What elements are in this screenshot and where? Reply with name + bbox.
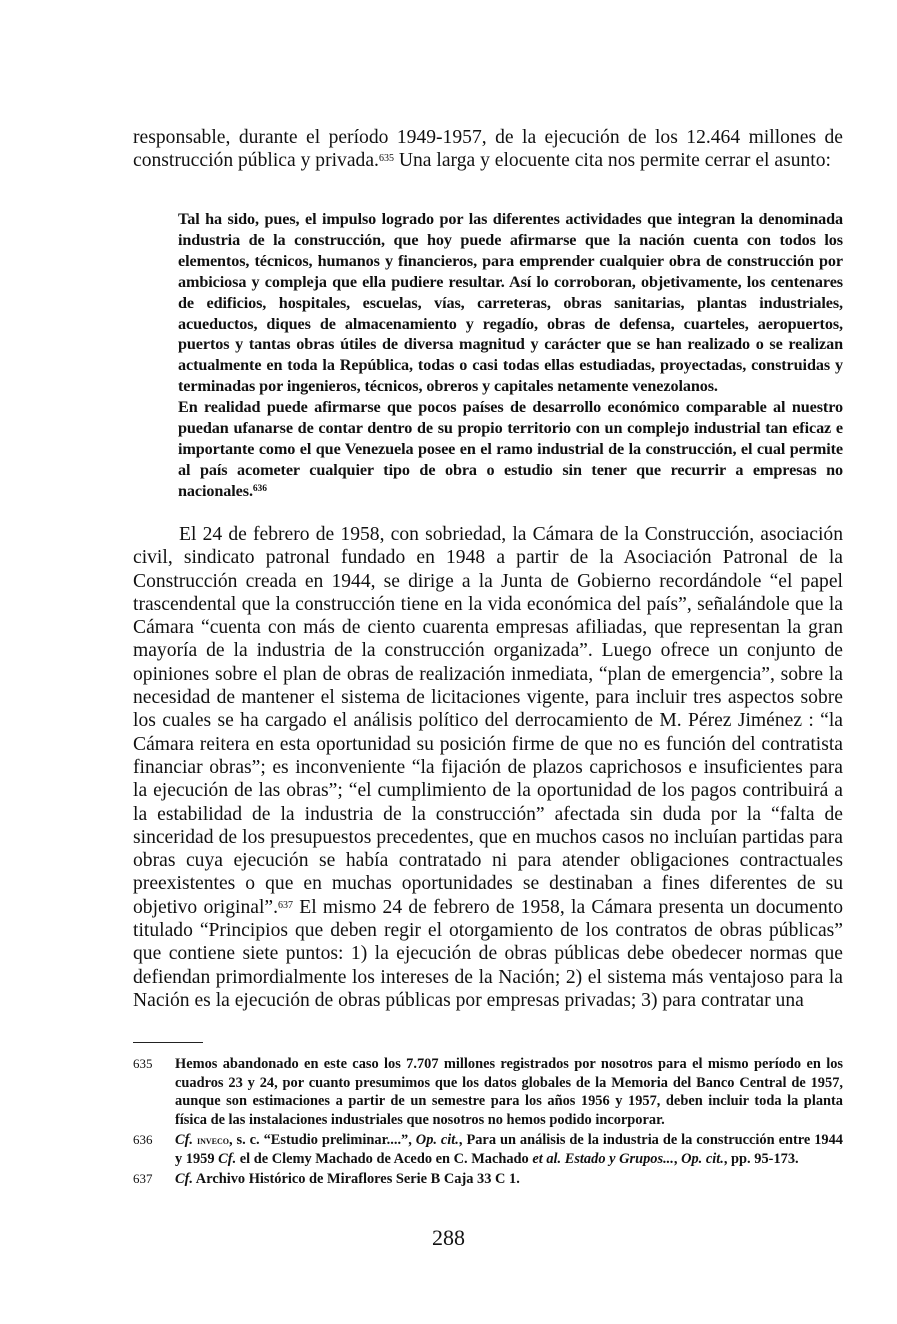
footnote-635: [133, 1055, 843, 1129]
cf-abbrev: Cf.: [175, 1171, 193, 1187]
cf-abbrev: Cf.: [218, 1150, 237, 1167]
page-number: 288: [432, 1225, 465, 1250]
paragraph-camara-construccion: [133, 523, 843, 1012]
footnote-number: 636: [133, 1132, 153, 1147]
footnote-637: [133, 1170, 843, 1189]
org-name: inveco: [196, 1133, 229, 1147]
opcit-abbrev: Op. cit.: [415, 1132, 459, 1148]
quote-text: En realidad puede afirmarse que pocos países de desarrollo económico comparable al nuestro puedan ufanarse de contar dentro de su propio territorio con un complejo industrial tan eficaz e importante como el que Venezuela posee en el ramo industrial de la construcción, el cual permite al país acometer cualquier tipo de obra o estudio sin tener que recurrir a empresas no nacionales.: [178, 398, 843, 500]
footnote-text: Archivo Histórico de Miraflores Serie B Caja 33 C 1.: [193, 1171, 520, 1187]
quote-paragraph-2: [178, 397, 843, 502]
quote-paragraph-1: Tal ha sido, pues, el impulso logrado por las diferentes actividades que integran la denominada industria de la construcción, que hoy puede afirmarse que la nación cuenta con todos los elementos, técnicos, humanos y financieros, para emprender cualquier obra de construcción por ambiciosa y compleja que ella pudiere resultar. Así lo corroboran, objetivamente, los centenares de edificios, hospitales, escuelas, vías, carreteras, obras sanitarias, plantas industriales, acueductos, diques de almacenamiento y regadío, obras de defensa, cuarteles, aeropuertos, puertos y tantas obras útiles de diversa magnitud y carácter que se han realizado o se realizan actualmente en toda la República, todas o casi todas ellas estudiadas, proyectadas, construidas y terminadas por ingenieros, técnicos, obreros y capitales netamente venezolanos.: [178, 210, 843, 396]
paragraph-continuation: [133, 126, 843, 173]
paragraph-text: Una larga y elocuente cita nos permite cerrar el asunto:: [393, 150, 831, 172]
footnote-ref-637: 637: [278, 899, 294, 911]
footnote-number: 635: [133, 1056, 153, 1071]
footnote-text: el de Clemy Machado de Acedo en C. Machado: [236, 1150, 533, 1167]
footnotes: [133, 1055, 843, 1191]
cf-abbrev: Cf.: [175, 1132, 193, 1148]
footnote-separator: [133, 1042, 203, 1043]
footnote-number: 637: [133, 1171, 153, 1186]
footnote-text: Hemos abandonado en este caso los 7.707 millones registrados por nosotros para el mismo período en los cuadros 23 y 24, por cuanto presumimos que los datos globales de la Memoria del Banco Central de 1957, aunque son estimaciones a partir de un semestre para los años 1956 y 1957, deben incluir toda la planta física de las instalaciones industriales que nosotros no hemos podido incorporar.: [175, 1056, 843, 1128]
footnote-text: , pp. 95-173.: [723, 1150, 799, 1167]
paragraph-text: El 24 de febrero de 1958, con sobriedad, la Cámara de la Construcción, asociación civil, sindicato patronal fundado en 1948 a partir de la Asociación Patronal de la Construcción creada en 1944, se dirige a la Junta de Gobierno recordándole “el papel trascendental que la construcción tiene en la vida económica del país”, señalándole que la Cámara “cuenta con más de ciento cuarenta empresas afiliadas, que representan la gran mayoría de la industria de la construcción organizada”. Luego ofrece un conjunto de opiniones sobre el plan de obras de realización inmediata, “plan de emergencia”, sobre la necesidad de mantener el sistema de licitaciones vigente, para incluir tres aspectos sobre los cuales se ha cargado el análisis político del derrocamiento de M. Pérez Jiménez : “la Cámara reitera en esta oportunidad su posición firme de que no es función del contratista financiar obras”; es inconveniente “la fijación de plazos caprichosos e insuficientes para la ejecución de las obras”; “el cumplimiento de la oportunidad de los pagos contribuirá a la estabilidad de la industria de la construcción” afectada sin duda por la “falta de sinceridad de los presupuestos precedentes, que en muchos casos no incluían partidas para obras cuya ejecución se había contratado ni para atender obligaciones contractuales preexistentes o que en muchas oportunidades se destinaban a fines diferentes de su objetivo original”.: [133, 524, 843, 918]
footnote-636: [133, 1131, 843, 1168]
paragraph-text: El mismo 24 de febrero de 1958, la Cámara presenta un documento titulado “Principios que deben regir el otorgamiento de los contratos de obras públicas” que contiene siete puntos: 1) la ejecución de obras públicas debe obedecer normas que defiendan primordialmente los intereses de la Nación; 2) el sistema más ventajoso para la Nación es la ejecución de obras públicas por empresas privadas; 3) para contratar una: [133, 896, 843, 1011]
footnote-text: , s. c. “Estudio preliminar....”,: [228, 1132, 416, 1148]
footnote-text: ,: [673, 1150, 682, 1167]
book-title: et al. Estado y Grupos...: [532, 1150, 674, 1167]
opcit-abbrev: Op. cit.: [681, 1150, 724, 1167]
block-quote: [178, 209, 843, 502]
paragraph-text: responsable, durante el período 1949-1957, de la ejecución de los 12.464 millones de construcción pública y privada.: [133, 127, 843, 172]
footnote-text: , Para un análisis de la industria de la construcción entre 1944 y 1959: [175, 1132, 843, 1167]
footnote-ref-635: 635: [378, 153, 394, 165]
footnote-ref-636: 636: [252, 483, 267, 494]
